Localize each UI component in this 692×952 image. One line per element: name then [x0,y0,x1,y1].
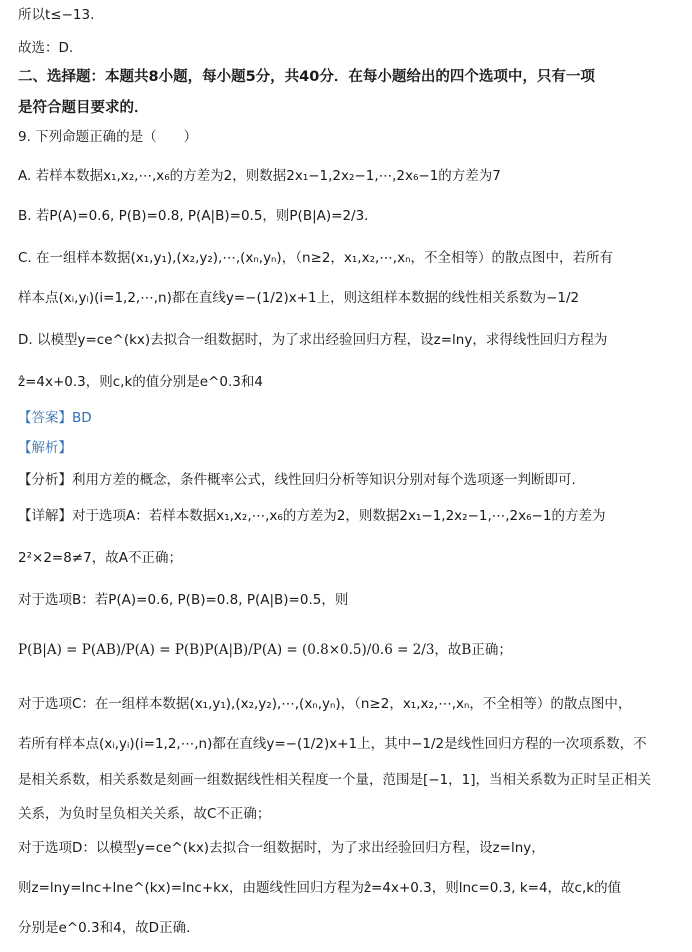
analysis-label: 【解析】 [18,440,72,456]
answer-label: 【答案】BD [18,410,92,426]
option-a: A. 若样本数据x₁,x₂,⋯,x₆的方差为2，则数据2x₁−1,2x₂−1,⋯,2x₆−1的方差为7 [18,168,501,184]
detail-c-cont2: 是相关系数，相关系数是刻画一组数据线性相关程度一个量，范围是[−1，1]，当相关系数为正时呈正相关 [18,772,652,788]
analysis-summary: 【分析】利用方差的概念，条件概率公式，线性回归分析等知识分别对每个选项逐一判断即可. [18,472,576,488]
section-heading-cont: 是符合题目要求的． [18,100,149,116]
detail-c-cont3: 关系，为负时呈负相关关系，故C不正确； [18,806,271,822]
detail-b: 对于选项B：若P(A)=0.6, P(B)=0.8, P(A|B)=0.5，则 [18,592,349,608]
detail-d-end: 分别是e^0.3和4，故D正确. [18,920,191,936]
detail-d-cont: 则z=lny=lnc+lne^(kx)=lnc+kx，由题线性回归方程为ẑ=4x+0.3，则lnc=0.3, k=4，故c,k的值 [18,880,622,896]
detail-a: 【详解】对于选项A：若样本数据x₁,x₂,⋯,x₆的方差为2，则数据2x₁−1,2x₂−1,⋯,2x₆−1的方差为 [18,508,606,524]
section-heading: 二、选择题：本题共8小题，每小题5分，共40分．在每小题给出的四个选项中，只有一项 [18,69,595,85]
detail-b-formula: P(B|A) = P(AB)/P(A) = P(B)P(A|B)/P(A) = (0.8×0.5)/0.6 = 2/3，故B正确； [18,642,512,658]
option-c: C. 在一组样本数据(x₁,y₁),(x₂,y₂),⋯,(xₙ,yₙ)，（n≥2，x₁,x₂,⋯,xₙ，不全相等）的散点图中，若所有 [18,250,613,266]
detail-c-cont1: 若所有样本点(xᵢ,yᵢ)(i=1,2,⋯,n)都在直线y=−(1/2)x+1上，其中−1/2是线性回归方程的一次项系数，不 [18,736,647,752]
line-choose-d: 故选：D. [18,40,74,56]
option-b: B. 若P(A)=0.6, P(B)=0.8, P(A|B)=0.5，则P(B|A)=2/3． [18,208,378,224]
question-stem: 9. 下列命题正确的是（ ） [18,129,198,145]
detail-a-cont: 2²×2=8≠7，故A不正确； [18,550,182,566]
option-d-cont: ẑ=4x+0.3，则c,k的值分别是e^0.3和4 [18,374,263,390]
option-c-cont: 样本点(xᵢ,yᵢ)(i=1,2,⋯,n)都在直线y=−(1/2)x+1上，则这组样本数据的线性相关系数为−1/2 [18,290,580,306]
line-conclusion: 所以t≤−13. [18,7,95,23]
option-d: D. 以模型y=ce^(kx)去拟合一组数据时，为了求出经验回归方程，设z=lny，求得线性回归方程为 [18,332,608,348]
detail-d: 对于选项D：以模型y=ce^(kx)去拟合一组数据时，为了求出经验回归方程，设z=lny， [18,840,545,856]
detail-c: 对于选项C：在一组样本数据(x₁,y₁),(x₂,y₂),⋯,(xₙ,yₙ)，（n≥2，x₁,x₂,⋯,xₙ，不全相等）的散点图中， [18,696,632,712]
